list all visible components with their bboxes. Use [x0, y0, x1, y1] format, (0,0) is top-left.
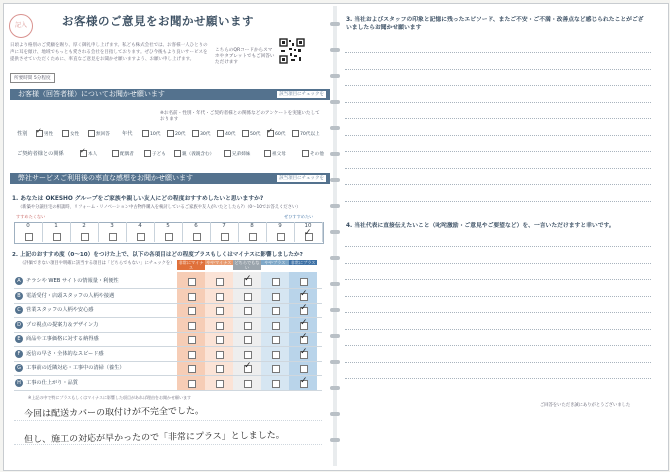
- matrix-checkbox[interactable]: [272, 380, 280, 388]
- matrix-checkbox[interactable]: [188, 336, 196, 344]
- relation-option[interactable]: [224, 150, 250, 157]
- answer-line-q3: [345, 135, 651, 136]
- binding-ring: [330, 308, 340, 312]
- row-label: 電話受付・店頭スタッフの人柄や接遇: [26, 292, 115, 299]
- row-badge: C: [15, 306, 23, 314]
- row-label: 営業スタッフの人柄や安心感: [26, 307, 94, 313]
- answer-line-q4: [345, 329, 651, 330]
- answer-line-q3: [345, 151, 651, 152]
- answer-line-q3: [345, 201, 651, 202]
- nps-checkbox[interactable]: [109, 233, 117, 241]
- matrix-column-header: どちらでもない: [234, 260, 260, 270]
- answer-line-q4: [345, 246, 651, 247]
- matrix-checkbox[interactable]: [216, 322, 224, 330]
- nps-option[interactable]: [42, 222, 71, 242]
- matrix-checkbox[interactable]: [272, 293, 280, 301]
- row-badge: F: [15, 350, 23, 358]
- nps-option[interactable]: [294, 222, 323, 242]
- matrix-checkbox[interactable]: [272, 351, 280, 359]
- thanks-note: ご回答をいただき誠にありがとうございました: [540, 403, 631, 408]
- relation-label: ご契約者様との関係: [17, 151, 64, 157]
- binding-ring: [330, 152, 340, 156]
- nps-checkbox[interactable]: [25, 233, 33, 241]
- checkmark-icon: ✓: [300, 317, 308, 328]
- relation-checkbox[interactable]: [144, 150, 151, 157]
- gender-checkbox[interactable]: [88, 130, 95, 137]
- binding-ring: [330, 22, 340, 26]
- matrix-checkbox[interactable]: [216, 336, 224, 344]
- binding-ring: [330, 48, 340, 52]
- question-2-sub: （評価できない項目や明確に該当する項目は「どちらでもない」にチェックを）: [20, 261, 175, 266]
- answer-line-q3: [345, 184, 651, 185]
- answer-line-q3: [345, 102, 651, 103]
- reason-line-1: [14, 420, 322, 421]
- matrix-checkbox[interactable]: [244, 307, 252, 315]
- nps-checkbox[interactable]: [249, 233, 257, 241]
- nps-number: 2: [82, 223, 86, 229]
- matrix-row: [15, 321, 175, 329]
- matrix-row: [15, 292, 175, 300]
- nps-option[interactable]: [182, 222, 211, 242]
- relation-option[interactable]: [80, 150, 97, 157]
- age-option[interactable]: [267, 130, 285, 137]
- section1-title: お客様（回答者様）についてお聞かせ願います: [18, 90, 165, 98]
- answer-line-q3: [345, 85, 651, 86]
- binding-ring: [330, 438, 340, 442]
- row-divider: [14, 303, 322, 304]
- relation-checkbox[interactable]: [174, 150, 181, 157]
- gender-checkbox[interactable]: [36, 130, 43, 137]
- relation-checkbox[interactable]: [112, 150, 119, 157]
- age-label: 年代: [122, 131, 133, 137]
- relation-option[interactable]: [174, 150, 214, 157]
- stamp-icon: 記入: [9, 14, 33, 38]
- binding-ring: [330, 204, 340, 208]
- question-4: 4. 当社代表に直接伝えたいこと（叱咤激励・ご意見やご要望など）を、一言いただけますと幸いです。: [346, 223, 615, 229]
- binding-ring: [330, 282, 340, 286]
- gender-option[interactable]: [36, 130, 53, 137]
- matrix-row: [15, 379, 175, 387]
- answer-line-q4: [345, 279, 651, 280]
- question-2: 2. 上記のおすすめ度（0〜10）をつけた上で、以下の各項目はどの程度プラスもしくはマイナスに影響しましたか?: [12, 252, 303, 258]
- row-badge: E: [15, 335, 23, 343]
- relation-checkbox[interactable]: [80, 150, 87, 157]
- nps-option[interactable]: [70, 222, 99, 242]
- matrix-row: [15, 350, 175, 358]
- relation-option-label: 祖父母: [272, 152, 286, 157]
- row-divider: [14, 390, 322, 391]
- age-checkbox[interactable]: [192, 130, 199, 137]
- row-badge: G: [15, 364, 23, 372]
- matrix-checkbox[interactable]: [188, 322, 196, 330]
- matrix-checkbox[interactable]: [272, 278, 280, 286]
- gender-option[interactable]: [62, 130, 79, 137]
- gender-checkbox[interactable]: [62, 130, 69, 137]
- matrix-checkbox[interactable]: [244, 351, 252, 359]
- question-1: 1. あなたは OKESHO グループをご家族や親しい友人にどの程度おすすめしたいと思いますか?: [12, 196, 264, 202]
- nps-checkbox[interactable]: [165, 233, 173, 241]
- section1-header: [10, 89, 330, 100]
- checkmark-icon: ✓: [300, 375, 308, 386]
- gender-option-label: 女性: [70, 132, 80, 137]
- row-divider: [14, 375, 322, 376]
- matrix-checkbox[interactable]: [188, 307, 196, 315]
- answer-line-q3: [345, 69, 651, 70]
- checkmark-icon: ✓: [300, 346, 308, 357]
- row-divider: [14, 361, 322, 362]
- answer-line-q4: [345, 362, 651, 363]
- time-box: [10, 73, 55, 83]
- answer-line-q4: [345, 378, 651, 379]
- nps-checkbox[interactable]: [137, 233, 145, 241]
- row-label: 商品や工事価格に対する納得感: [26, 336, 99, 342]
- time-value: 5分程度: [33, 76, 51, 81]
- age-checkbox[interactable]: [217, 130, 224, 137]
- matrix-checkbox[interactable]: [244, 293, 252, 301]
- matrix-checkbox[interactable]: [300, 365, 308, 373]
- matrix-checkbox[interactable]: [272, 307, 280, 315]
- checkmark-icon: ✓: [244, 274, 252, 284]
- relation-checkbox[interactable]: [224, 150, 231, 157]
- row-divider: [14, 317, 322, 318]
- matrix-checkbox[interactable]: [188, 365, 196, 373]
- section1-tag: 該当項目にチェックを: [279, 92, 324, 97]
- relation-checkbox[interactable]: [302, 150, 309, 157]
- matrix-checkbox[interactable]: [272, 365, 280, 373]
- page-title: お客様のご意見をお聞かせ願います: [62, 14, 254, 28]
- gender-option[interactable]: [88, 130, 110, 137]
- nps-option[interactable]: [14, 222, 43, 242]
- row-divider: [14, 288, 322, 289]
- nps-number: 10: [304, 223, 312, 229]
- binding-ring: [330, 230, 340, 234]
- age-option[interactable]: [142, 130, 160, 137]
- row-badge: H: [15, 379, 23, 387]
- binding-ring: [330, 256, 340, 260]
- age-option[interactable]: [192, 130, 210, 137]
- row-divider: [14, 346, 322, 347]
- relation-option[interactable]: [144, 150, 166, 157]
- answer-line-q4: [345, 345, 651, 346]
- age-checkbox[interactable]: [292, 130, 299, 137]
- matrix-checkbox[interactable]: [216, 278, 224, 286]
- matrix-checkbox[interactable]: [188, 380, 196, 388]
- relation-option-label: その他: [310, 152, 324, 157]
- nps-number: 1: [54, 223, 58, 229]
- handwritten-comment-2: 但し、施工の対応が早かったので「非常にプラス」としました。: [23, 430, 285, 446]
- age-checkbox[interactable]: [167, 130, 174, 137]
- qr-code-icon[interactable]: [279, 38, 305, 64]
- nps-checkbox[interactable]: [277, 233, 285, 241]
- age-option[interactable]: [217, 130, 235, 137]
- matrix-checkbox[interactable]: [188, 293, 196, 301]
- row-badge: A: [15, 277, 23, 285]
- section2-title: 弊社サービスご利用後の率直な感想をお聞かせ願います: [18, 174, 193, 182]
- nps-option[interactable]: [154, 222, 183, 242]
- age-option-label: 50代: [250, 132, 261, 137]
- binding-ring: [330, 360, 340, 364]
- matrix-checkbox[interactable]: [216, 351, 224, 359]
- matrix-checkbox[interactable]: [216, 307, 224, 315]
- nps-number: 6: [194, 223, 198, 229]
- gender-label: 性別: [17, 131, 28, 137]
- relation-option[interactable]: [264, 150, 286, 157]
- matrix-row: [15, 277, 175, 285]
- question-3: 3. 当社およびスタッフの印象と記憶に残ったエピソード、またご不安・ご不満・改善点など感じられたことがございましたらお聞かせ願います: [346, 17, 644, 31]
- nps-checkbox[interactable]: [81, 233, 89, 241]
- checkmark-icon: ✓: [300, 303, 308, 313]
- answer-line-q4: [345, 312, 651, 313]
- checkmark-icon: ✓: [244, 361, 252, 371]
- intro-text: 日頃より格別のご愛顧を賜り、厚く御礼申し上げます。私ども株式会社では、お客様一人ひとりの声に耳を傾け、地域でもっとも愛される会社を目指しております。ぜひ今後もより良いサービスを提供させていただくために、率直なご意見をお聞かせ願いますよう、お願い申し上げます。: [10, 43, 208, 62]
- row-label: 工事の仕上がり・品質: [26, 379, 78, 386]
- matrix-row: [15, 364, 175, 372]
- age-option-label: 40代: [225, 132, 236, 137]
- row-badge: B: [15, 292, 23, 300]
- age-option[interactable]: [292, 130, 320, 137]
- row-divider: [14, 332, 322, 333]
- section2-tag: 該当項目にチェックを: [279, 176, 324, 181]
- question-1-sub: （新築や分譲住宅の相談時、リフォーム・リノベーション中古物件購入を検討しているご家族や友人がいたとしたら?）（0〜10でお答えください）: [18, 205, 301, 210]
- answer-line-q4: [345, 263, 651, 264]
- row-label: プロ視点の提案力＆デザイン力: [26, 321, 99, 328]
- binding-ring: [330, 412, 340, 416]
- binding-ring: [330, 178, 340, 182]
- checkmark-icon: ✓: [304, 228, 312, 238]
- relation-option-label: 子ども: [152, 152, 166, 157]
- matrix-checkbox[interactable]: [272, 322, 280, 330]
- binding-ring: [330, 126, 340, 130]
- binding-ring: [330, 386, 340, 390]
- matrix-checkbox[interactable]: [188, 278, 196, 286]
- section2-header: [10, 173, 330, 184]
- reason-note: ※上記の中で特にプラスもしくはマイナスに影響した項目があれば理由をお聞かせ願います: [28, 395, 191, 400]
- scale-high-label: ぜひすすめたい: [284, 214, 314, 219]
- matrix-checkbox[interactable]: [188, 351, 196, 359]
- checkmark-icon: ✓: [300, 288, 308, 299]
- binding-ring: [330, 74, 340, 78]
- matrix-row: [15, 335, 175, 343]
- nps-number: 7: [222, 223, 226, 229]
- nps-number: 0: [26, 223, 30, 229]
- matrix-checkbox[interactable]: [244, 322, 252, 330]
- qr-caption: こちらのQRコードからスマホやタブレットでもご回答いただけます: [215, 48, 275, 65]
- answer-line-q3: [345, 118, 651, 119]
- matrix-checkbox[interactable]: [300, 278, 308, 286]
- matrix-checkbox[interactable]: [216, 293, 224, 301]
- answer-line-q3: [345, 52, 651, 53]
- privacy-note: ※お名前・性別・年代・ご契約者様との関係などのアンケートを実施いたしております: [160, 111, 320, 122]
- nps-option[interactable]: [266, 222, 295, 242]
- answer-line-q3: [345, 168, 651, 169]
- nps-option[interactable]: [126, 222, 155, 242]
- scale-low-label: すすめたくない: [16, 214, 46, 219]
- relation-option-label: 本人: [88, 152, 98, 157]
- relation-option-label: 親（義親含む）: [182, 152, 215, 157]
- matrix-checkbox[interactable]: [216, 380, 224, 388]
- row-label: 工事前の近隣対応・工事中の清掃（養生）: [26, 365, 125, 371]
- relation-option[interactable]: [302, 150, 324, 157]
- matrix-checkbox[interactable]: [216, 365, 224, 373]
- checkmark-icon: ✓: [300, 332, 308, 342]
- age-checkbox[interactable]: [142, 130, 149, 137]
- time-label: 所要時間: [14, 76, 33, 81]
- age-option-label: 60代: [275, 132, 286, 137]
- age-option-label: 10代: [150, 132, 161, 137]
- matrix-column-header: 非常にプラス: [290, 260, 316, 265]
- handwritten-comment-1: 今回は配送カバーの取付けが不完全でした。: [23, 406, 205, 420]
- age-option-label: 20代: [175, 132, 186, 137]
- matrix-row: [15, 306, 175, 314]
- age-option-label: 70代以上: [300, 132, 320, 137]
- nps-number: 3: [110, 223, 114, 229]
- matrix-checkbox[interactable]: [244, 336, 252, 344]
- matrix-checkbox[interactable]: [244, 380, 252, 388]
- relation-option-label: 兄弟姉妹: [232, 152, 251, 157]
- nps-number: 9: [278, 223, 282, 229]
- matrix-checkbox[interactable]: [272, 336, 280, 344]
- relation-option[interactable]: [112, 150, 134, 157]
- age-checkbox[interactable]: [242, 130, 249, 137]
- nps-checkbox[interactable]: [221, 233, 229, 241]
- row-badge: D: [15, 321, 23, 329]
- gender-option-label: 男性: [44, 132, 54, 137]
- nps-option[interactable]: [238, 222, 267, 242]
- row-label: 返信の早さ・全体的なスピード感: [26, 350, 104, 357]
- matrix-column-header: ややマイナス: [206, 260, 232, 265]
- age-option[interactable]: [242, 130, 260, 137]
- binding-ring: [330, 334, 340, 338]
- age-checkbox[interactable]: [267, 130, 274, 137]
- matrix-column-header: ややプラス: [261, 260, 289, 265]
- nps-number: 8: [250, 223, 254, 229]
- gender-option-label: 無回答: [96, 132, 110, 137]
- nps-number: 5: [166, 223, 170, 229]
- row-label: チラシや WEB サイトの情報量・利便性: [26, 278, 119, 284]
- nps-option[interactable]: [210, 222, 239, 242]
- nps-option[interactable]: [98, 222, 127, 242]
- age-option[interactable]: [167, 130, 185, 137]
- answer-line-q4: [345, 296, 651, 297]
- nps-checkbox[interactable]: [53, 233, 61, 241]
- matrix-column-header: 非常にマイナス: [178, 260, 204, 270]
- relation-option-label: 配偶者: [120, 152, 134, 157]
- binding-ring: [330, 100, 340, 104]
- nps-number: 4: [138, 223, 142, 229]
- age-option-label: 30代: [200, 132, 211, 137]
- relation-checkbox[interactable]: [264, 150, 271, 157]
- nps-checkbox[interactable]: [193, 233, 201, 241]
